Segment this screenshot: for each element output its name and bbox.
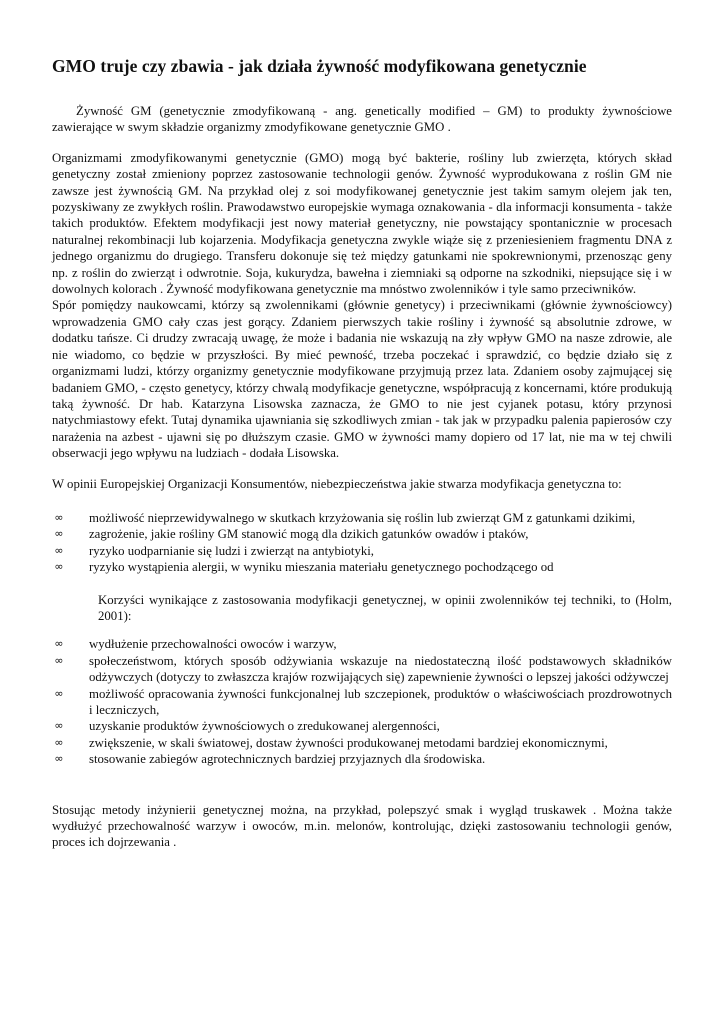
list-item: ∞ zwiększenie, w skali światowej, dostaw żywności produkowanej metodami bardziej ekonomicznymi, <box>89 735 672 751</box>
list-item: ∞ zagrożenie, jakie rośliny GM stanowić mogą dla dzikich gatunków owadów i ptaków, <box>89 526 672 542</box>
dispute-paragraph: Spór pomiędzy naukowcami, którzy są zwolennikami (głównie genetycy) i przeciwnikami (głównie żywnościowcy) wprowadzenia GMO cały czas jest gorący. Zdaniem pierwszych takie rośliny i żywność są absolutnie zdrowe, w dodatku tańsze. Ci drudzy zwracają uwagę, że może i badania nie wskazują na zły wpływ GMO na nasze zdrowie, ale nie wiadomo, co będzie w przyszłości. By mieć pewność, trzeba poczekać i sprawdzić, co będzie działo się z organizmami ludzi, którzy organizmy genetycznie modyfikowane przyjmują przez lata. Zdaniem osoby zajmującej się badaniem GMO, - często genetycy, którzy chwalą modyfikacje genetyczne, współpracują z koncernami, które produkują taką żywność. Dr hab. Katarzyna Lisowska zaznacza, że GMO to nie jest cyjanek potasu, który przynosi natychmiastowy efekt. Tutaj dynamika ujawniania się szkodliwych zmian - tak jak w przypadku palenia papierosów czy narażenia na azbest - ujawni się po dłuższym czasie. GMO w żywności mamy dopiero od 17 lat, nie ma w tej chwili obserwacji jego wpływu na ludziach - dodała Lisowska. <box>52 298 672 461</box>
list-item: ∞ stosowanie zabiegów agrotechnicznych bardziej przyjaznych dla środowiska. <box>89 751 672 767</box>
infinity-bullet-icon: ∞ <box>54 752 64 766</box>
list-item: ∞ uzyskanie produktów żywnościowych o zredukowanej alergenności, <box>89 718 672 734</box>
infinity-bullet-icon: ∞ <box>54 510 64 524</box>
list-item: ∞ możliwość opracowania żywności funkcjonalnej lub szczepionek, produktów o właściwościach prozdrowotnych i leczniczych, <box>89 686 672 719</box>
infinity-bullet-icon: ∞ <box>54 527 64 541</box>
infinity-bullet-icon: ∞ <box>54 719 64 733</box>
infinity-bullet-icon: ∞ <box>54 653 64 667</box>
benefits-intro-paragraph: Korzyści wynikające z zastosowania modyfikacji genetycznej, w opinii zwolenników tej techniki, to (Holm, 2001): <box>98 592 672 623</box>
page-title: GMO truje czy zbawia - jak działa żywność modyfikowana genetycznie <box>52 56 587 76</box>
risks-intro-paragraph: W opinii Europejskiej Organizacji Konsumentów, niebezpieczeństwa jakie stwarza modyfikacja genetyczna to: <box>52 476 622 491</box>
list-item: ∞ możliwość nieprzewidywalnego w skutkach krzyżowania się roślin lub zwierząt GM z gatunkami dzikimi, <box>89 510 672 526</box>
risks-list <box>52 510 672 576</box>
infinity-bullet-icon: ∞ <box>54 543 64 557</box>
closing-paragraph: Stosując metody inżynierii genetycznej można, na przykład, polepszyć smak i wygląd truskawek . Można także wydłużyć przechowalność warzyw i owoców, m.in. melonów, kontrolując, dzięki zastosowaniu technologii genów, proces ich dojrzewania . <box>52 802 672 850</box>
infinity-bullet-icon: ∞ <box>54 686 64 700</box>
intro-paragraph: Żywność GM (genetycznie zmodyfikowaną - ang. genetically modified – GM) to produkty żywnościowe zawierające w swym składzie organizmy zmodyfikowane genetycznie GMO . <box>52 104 672 135</box>
list-item: ∞ społeczeństwom, których sposób odżywiania wskazuje na niedostateczną ilość podstawowych składników odżywczych (dotyczy to zwłaszcza krajów rozwijających się) zapewnienie żywności o lepszej jakości odżywczej <box>89 653 672 686</box>
list-item: ∞ ryzyko uodparnianie się ludzi i zwierząt na antybiotyki, <box>89 543 672 559</box>
main-paragraph: Organizmami zmodyfikowanymi genetycznie (GMO) mogą być bakterie, rośliny lub zwierzęta, których skład genetyczny został zmieniony poprzez zastosowanie technologii genów. Żywność wyprodukowana z roślin GM nie zawsze jest żywnością GM. Na przykład olej z soi modyfikowanej genetycznie jest takim samym olejem jak ten, pozyskiwany ze zwykłych roślin. Prawodawstwo europejskie wymaga oznakowania - dla informacji konsumenta - także takich produktów. Efektem modyfikacji jest nowy materiał genetyczny, nie powstający spontanicznie w procesach naturalnej rekombinacji lub kojarzenia. Modyfikacja genetyczna zwykle wiąże się z przeniesieniem fragmentu DNA z jednego organizmu do drugiego. Transferu dokonuje się też między gatunkami nie spokrewnionymi, przenosząc geny np. z roślin do zwierząt i odwrotnie. Soja, kukurydza, bawełna i ziemniaki są odporne na szkodniki, niepsujące się i w dowolnych kolorach . Żywność modyfikowana genetycznie ma mnóstwo zwolenników i tyle samo przeciwników. <box>52 150 672 297</box>
infinity-bullet-icon: ∞ <box>54 637 64 651</box>
infinity-bullet-icon: ∞ <box>54 560 64 574</box>
benefits-list <box>52 636 672 767</box>
list-item: ∞ wydłużenie przechowalności owoców i warzyw, <box>89 636 672 652</box>
infinity-bullet-icon: ∞ <box>54 735 64 749</box>
list-item: ∞ ryzyko wystąpienia alergii, w wyniku mieszania materiału genetycznego pochodzącego od <box>89 559 672 575</box>
